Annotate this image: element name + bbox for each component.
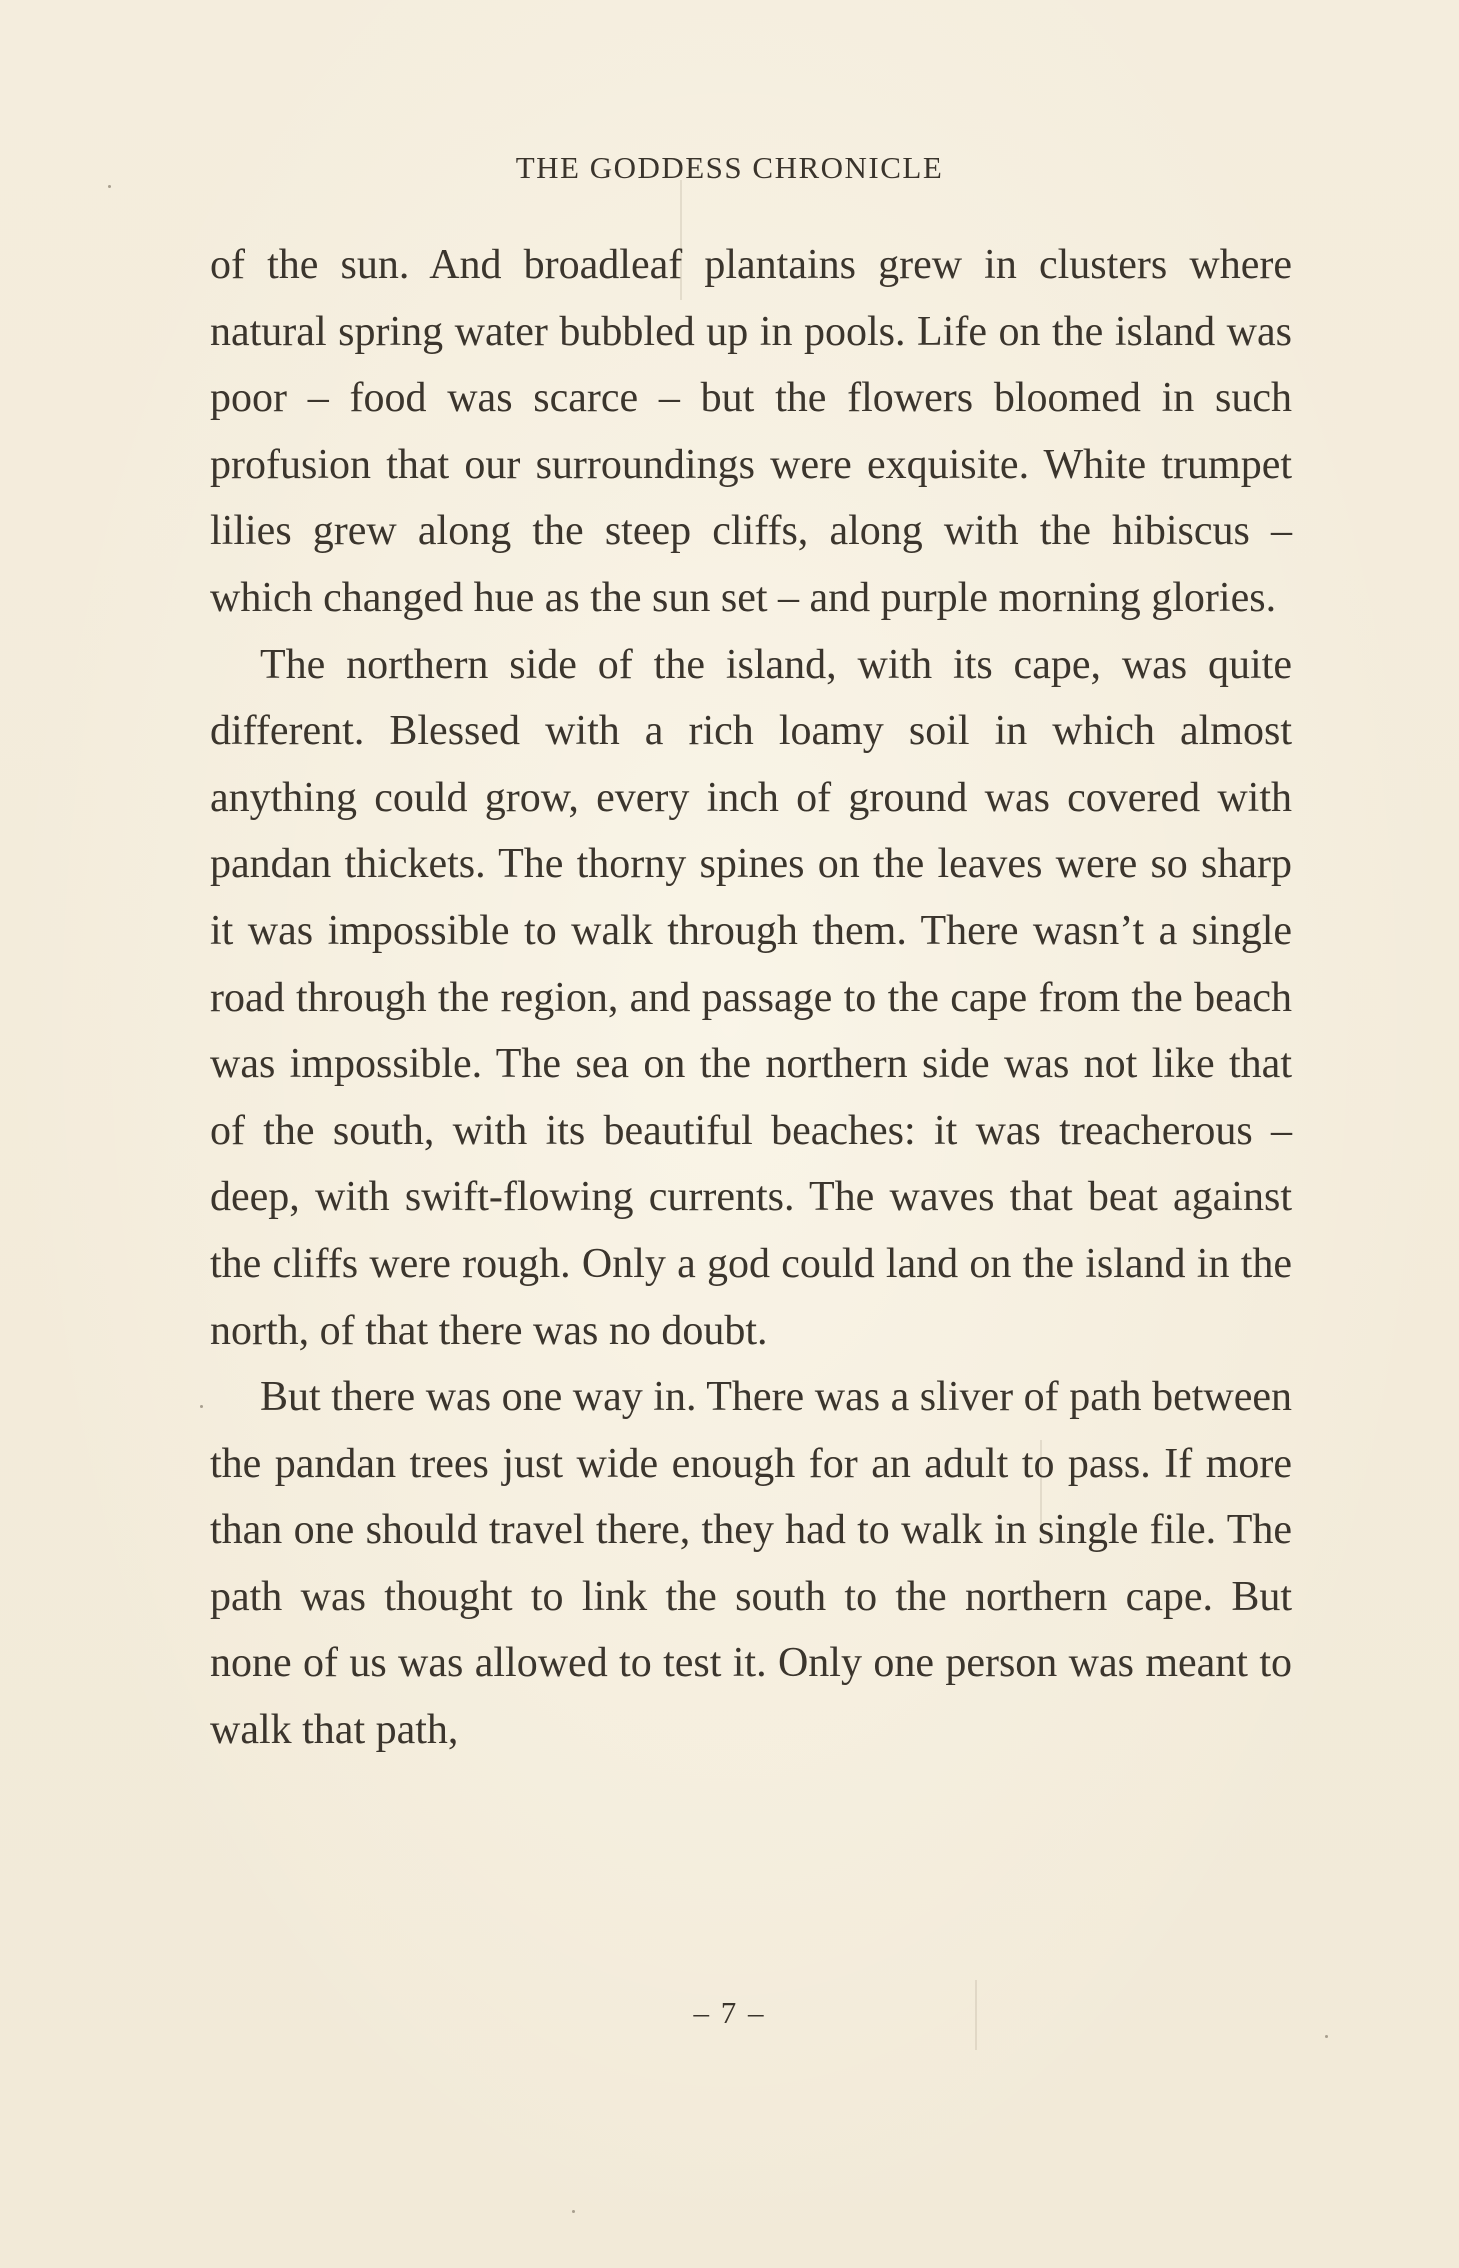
paragraph: But there was one way in. There was a sliver of path between the pandan trees just wide enough for an adult to pass. If more than one should travel there, they had to walk in single file. The path was thought to link the south to the northern cape. But none of us was allowed to test it. Only one person was meant to walk that path, xyxy=(210,1374,1292,1754)
paper-speck xyxy=(572,2210,575,2213)
body-text xyxy=(210,232,1292,1764)
paper-speck xyxy=(200,1405,203,1408)
paper-speck xyxy=(1325,2035,1328,2038)
running-head: THE GODDESS CHRONICLE xyxy=(515,150,944,185)
page-number: – 7 – xyxy=(693,1995,766,2030)
paragraph: The northern side of the island, with its cape, was quite different. Blessed with a rich loamy soil in which almost anything could grow, every inch of ground was covered with pandan thickets. The thorny spines on the leaves were so sharp it was impossible to walk through them. There wasn’t a single road through the region, and passage to the cape from the beach was impossible. The sea on the northern side was not like that of the south, with its beautiful beaches: it was treacherous – deep, with swift-flowing currents. The waves that beat against the cliffs were rough. Only a god could land on the island in the north, of that there was no doubt. xyxy=(210,641,1292,1354)
paragraph: of the sun. And broadleaf plantains grew in clusters where natural spring water bubbled up in pools. Life on the island was poor – food was scarce – but the flowers bloomed in such profusion that our surroundings were exquisite. White trumpet lilies grew along the steep cliffs, along with the hibiscus – which changed hue as the sun set – and purple morning glories. xyxy=(210,242,1292,621)
